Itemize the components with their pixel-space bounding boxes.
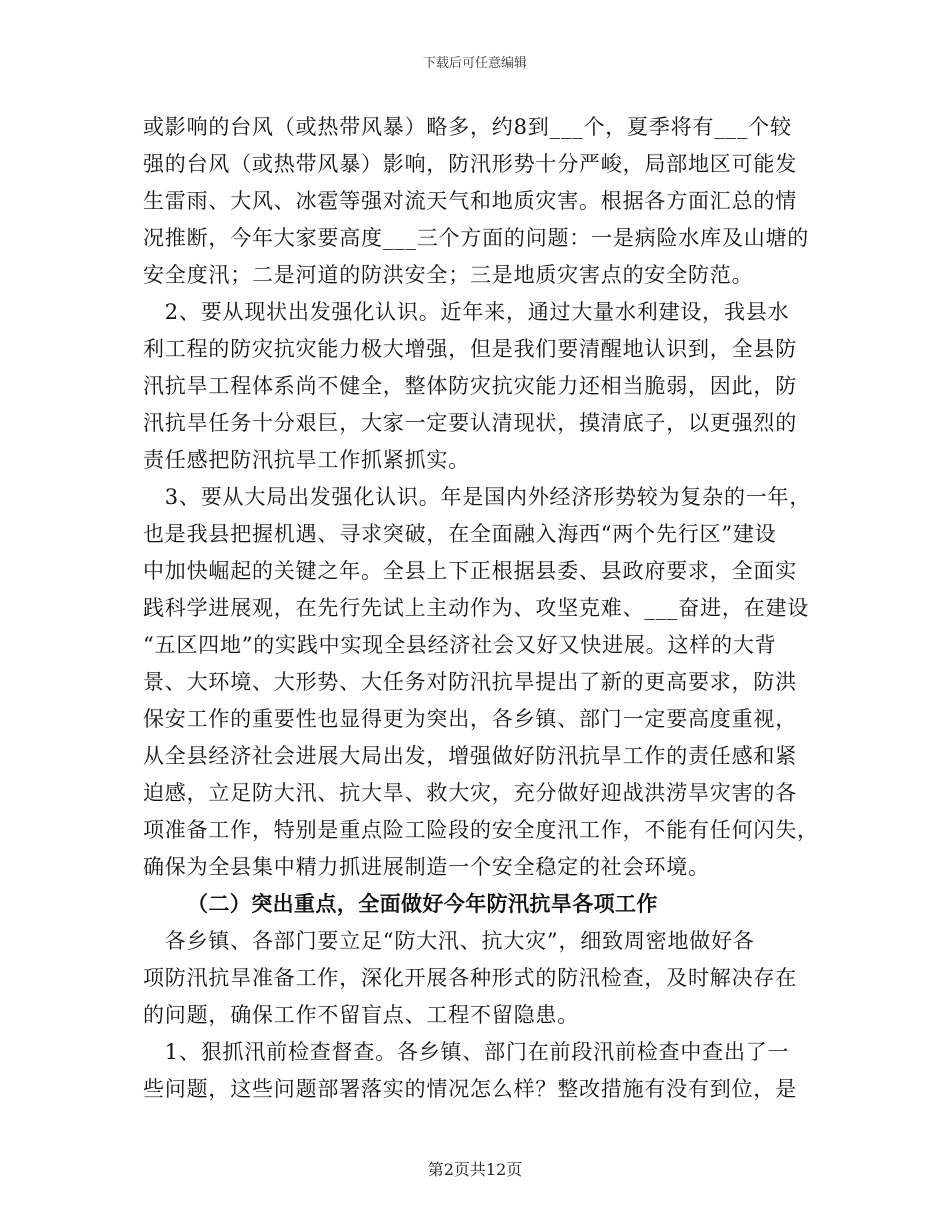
document-body [143, 109, 833, 1108]
page-header: 下载后可任意编辑 [422, 56, 527, 71]
text-line: 也是我县把握机遇、寻求突破，在全面融入海西“两个先行区”建设 [143, 522, 777, 546]
text-line: 或影响的台风（或热带风暴）略多，约8到___个，夏季将有___个较 [143, 115, 792, 139]
text-line: 确保为全县集中精力抓进展制造一个安全稳定的社会环境。 [143, 855, 710, 879]
text-line: “五区四地”的实践中实现全县经济社会又好又快进展。这样的大背 [143, 633, 777, 657]
text-line: 1、狠抓汛前检查督查。各乡镇、部门在前段汛前检查中查出了一 [143, 1040, 790, 1064]
text-line: 些问题，这些问题部署落实的情况怎么样？整改措施有没有到位，是 [143, 1077, 797, 1101]
text-line: 保安工作的重要性也显得更为突出，各乡镇、部门一定要高度重视， [143, 707, 797, 731]
text-line: 生雷雨、大风、冰雹等强对流天气和地质灾害。根据各方面汇总的情 [143, 189, 797, 213]
text-line: 安全度汛；二是河道的防洪安全；三是地质灾害点的安全防范。 [143, 263, 754, 287]
text-line: 责任感把防汛抗旱工作抓紧抓实。 [143, 448, 470, 472]
text-line: 从全县经济社会进展大局出发，增强做好防汛抗旱工作的责任感和紧 [143, 744, 797, 768]
text-line: 3、要从大局出发强化认识。年是国内外经济形势较为复杂的一年， [143, 485, 812, 509]
text-line: 汛抗旱任务十分艰巨，大家一定要认清现状，摸清底子，以更强烈的 [143, 411, 797, 435]
text-line: 项防汛抗旱准备工作，深化开展各种形式的防汛检查，及时解决存在 [143, 966, 797, 990]
text-line: 项准备工作，特别是重点险工险段的安全度汛工作，不能有任何闪失， [143, 818, 819, 842]
page-number: 第2页共12页 [427, 1160, 523, 1179]
text-line: 的问题，确保工作不留盲点、工程不留隐患。 [143, 1003, 579, 1027]
text-line: 2、要从现状出发强化认识。近年来，通过大量水利建设，我县水 [143, 300, 790, 324]
text-line: 汛抗旱工程体系尚不健全，整体防灾抗灾能力还相当脆弱，因此，防 [143, 374, 797, 398]
text-line: 强的台风（或热带风暴）影响，防汛形势十分严峻，局部地区可能发 [143, 152, 797, 176]
section-heading: （二）突出重点，全面做好今年防汛抗旱各项工作 [187, 892, 658, 916]
text-line: 况推断，今年大家要高度___三个方面的问题：一是病险水库及山塘的 [143, 226, 810, 250]
text-line: 践科学进展观，在先行先试上主动作为、攻坚克难、___奋进，在建设 [143, 596, 810, 620]
text-line: 各乡镇、各部门要立足“防大汛、抗大灾”，细致周密地做好各 [143, 929, 755, 953]
text-line: 利工程的防灾抗灾能力极大增强，但是我们要清醒地认识到，全县防 [143, 337, 797, 361]
text-line: 景、大环境、大形势、大任务对防汛抗旱提出了新的更高要求，防洪 [143, 670, 797, 694]
text-line: 迫感，立足防大汛、抗大旱、救大灾，充分做好迎战洪涝旱灾害的各 [143, 781, 797, 805]
text-line: 中加快崛起的关键之年。全县上下正根据县委、县政府要求，全面实 [143, 559, 797, 583]
